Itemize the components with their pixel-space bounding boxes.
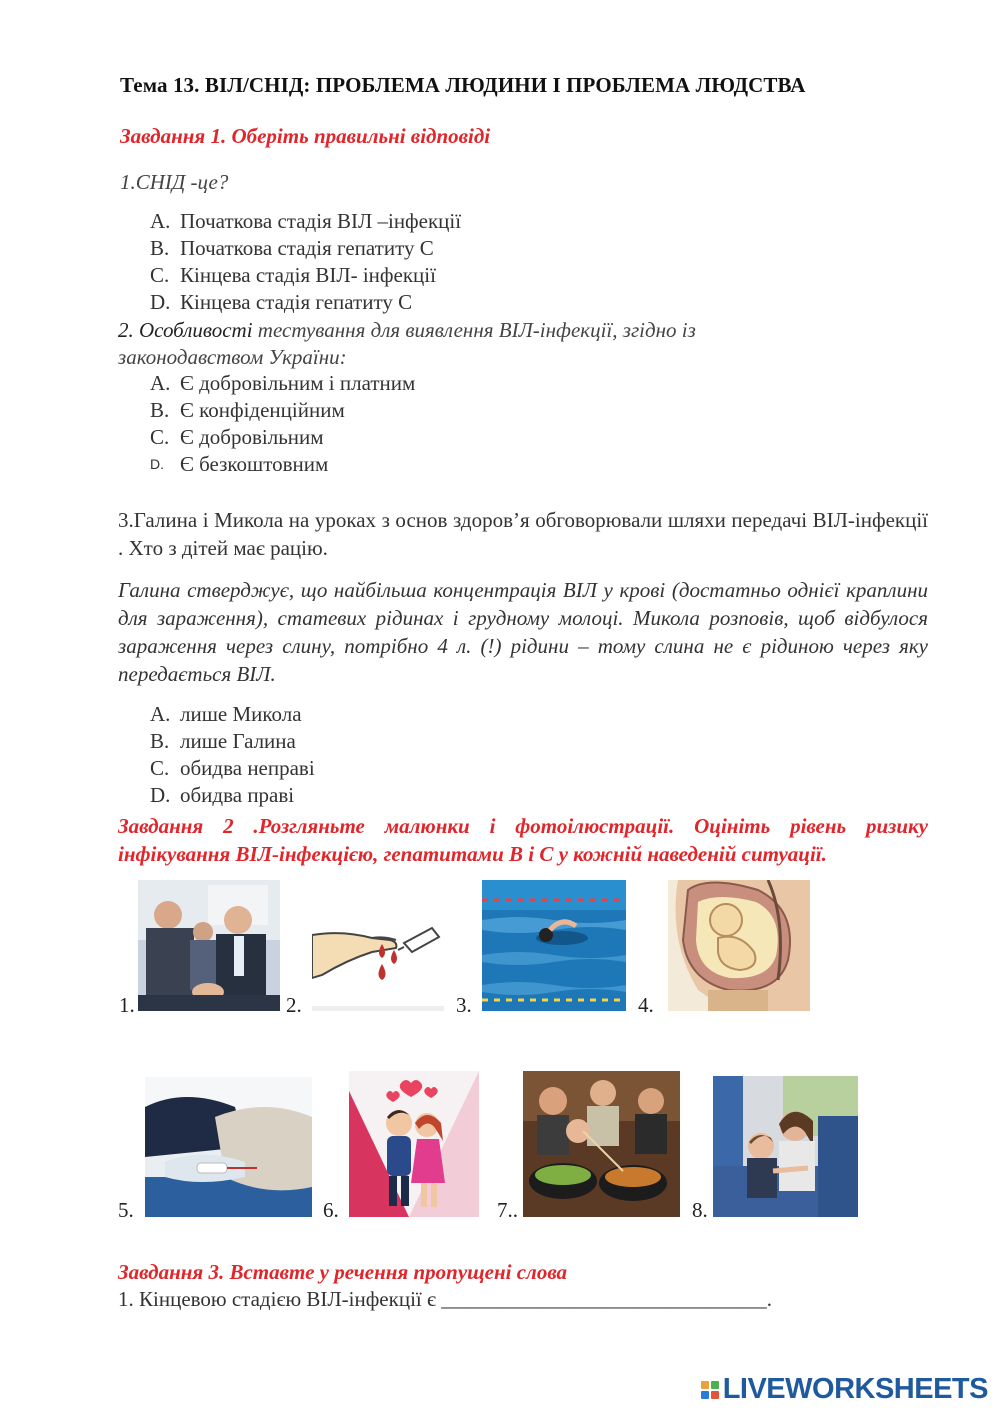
option-letter: C. [150, 756, 170, 780]
option-3b[interactable] [150, 728, 315, 755]
bus-passengers-photo [713, 1076, 858, 1217]
option-2b[interactable] [150, 397, 415, 424]
option-1b[interactable] [150, 235, 461, 262]
option-text: Є добровільним і платним [180, 371, 416, 395]
logo-text: LIVEWORKSHEETS [722, 1373, 988, 1405]
option-letter: A. [150, 371, 171, 395]
option-text: Початкова стадія гепатиту С [180, 236, 434, 260]
option-text: Є безкоштовним [180, 452, 329, 476]
image-label-5: 5. [118, 1198, 134, 1222]
option-text: обидва неправі [180, 756, 315, 780]
task1-heading: Завдання 1. Оберіть правильні відповіді [120, 124, 491, 148]
option-3a[interactable] [150, 701, 315, 728]
option-text: лише Галина [180, 729, 296, 753]
option-text: Початкова стадія ВІЛ –інфекції [180, 209, 462, 233]
logo-square [701, 1391, 709, 1399]
option-2d[interactable] [150, 451, 415, 478]
option-text: Кінцева стадія ВІЛ- інфекції [180, 263, 436, 287]
image-label-8: 8. [692, 1198, 708, 1222]
task2-heading: Завдання 2 .Розгляньте малюнки і фотоілюстрації. Оцініть рівень ризику інфікування ВІЛ-інфекцією, гепатитами В і С у кожній наведеній ситуації. [118, 814, 928, 866]
image-label-1: 1. [119, 993, 135, 1017]
option-letter: B. [150, 398, 170, 422]
question-2-line2: законодавством України: [118, 345, 347, 369]
swimming-pool-photo [482, 880, 626, 1011]
question-2-lead: 2. Особливості [118, 318, 258, 342]
logo-square [701, 1381, 709, 1389]
option-3d[interactable] [150, 782, 315, 809]
image-label-3: 3. [456, 993, 472, 1017]
question-3-quote: Галина стверджує, що найбільша концентрація ВІЛ у крові (достатньо однієї краплини для зараження), статевих рідинах і грудному молоці. Микола розповів, щоб відбулося зараження через слину, потрібно 4 л. (!) рідини – тому слина не є рідиною через яку передається ВІЛ. [118, 578, 928, 686]
logo-square [711, 1381, 719, 1389]
business-handshake-photo [138, 880, 280, 1011]
image-label-6: 6. [323, 1198, 339, 1222]
option-letter: D. [150, 456, 164, 472]
question-2-options [150, 370, 415, 478]
task3-heading: Завдання 3. Вставте у речення пропущені слова [118, 1260, 568, 1284]
option-text: Кінцева стадія гепатиту С [180, 290, 413, 314]
option-text: лише Микола [180, 702, 302, 726]
image-label-4: 4. [638, 993, 654, 1017]
people-eating-photo [523, 1071, 680, 1217]
question-1: 1.СНІД -це? [120, 170, 229, 194]
option-letter: B. [150, 236, 170, 260]
option-2c[interactable] [150, 424, 415, 451]
option-3c[interactable] [150, 755, 315, 782]
page-title: Тема 13. ВІЛ/СНІД: ПРОБЛЕМА ЛЮДИНИ І ПРОБЛЕМА ЛЮДСТВА [120, 73, 806, 97]
option-1d[interactable] [150, 289, 461, 316]
option-letter: D. [150, 783, 171, 807]
liveworksheets-logo [701, 1373, 988, 1406]
logo-square [711, 1391, 719, 1399]
couple-kissing-illustration [349, 1071, 479, 1217]
question-1-options [150, 208, 461, 316]
option-1c[interactable] [150, 262, 461, 289]
option-text: Є добровільним [180, 425, 324, 449]
option-letter: C. [150, 425, 170, 449]
question-3: 3.Галина і Микола на уроках з основ здоров’я обговорювали шляхи передачі ВІЛ-інфекції . Хто з дітей має рацію. [118, 508, 928, 560]
option-text: Є конфіденційним [180, 398, 345, 422]
option-letter: B. [150, 729, 170, 753]
image-label-7: 7.. [497, 1198, 518, 1222]
blood-syringe-illustration [312, 880, 444, 1011]
question-3-options [150, 701, 315, 809]
question-2-rest: тестування для виявлення ВІЛ-інфекції, згідно із [257, 318, 696, 342]
question-2 [118, 317, 696, 371]
fetus-in-womb-illustration [668, 880, 810, 1011]
option-2a[interactable] [150, 370, 415, 397]
option-text: обидва праві [180, 783, 295, 807]
option-1a[interactable] [150, 208, 461, 235]
image-label-2: 2. [286, 993, 302, 1017]
option-letter: D. [150, 290, 171, 314]
option-letter: A. [150, 209, 171, 233]
logo-mark-icon [701, 1381, 719, 1399]
blood-test-photo [145, 1077, 312, 1217]
option-letter: C. [150, 263, 170, 287]
fill-in-sentence[interactable]: 1. Кінцевою стадією ВІЛ-інфекції є _______________________________. [118, 1287, 773, 1311]
option-letter: A. [150, 702, 171, 726]
